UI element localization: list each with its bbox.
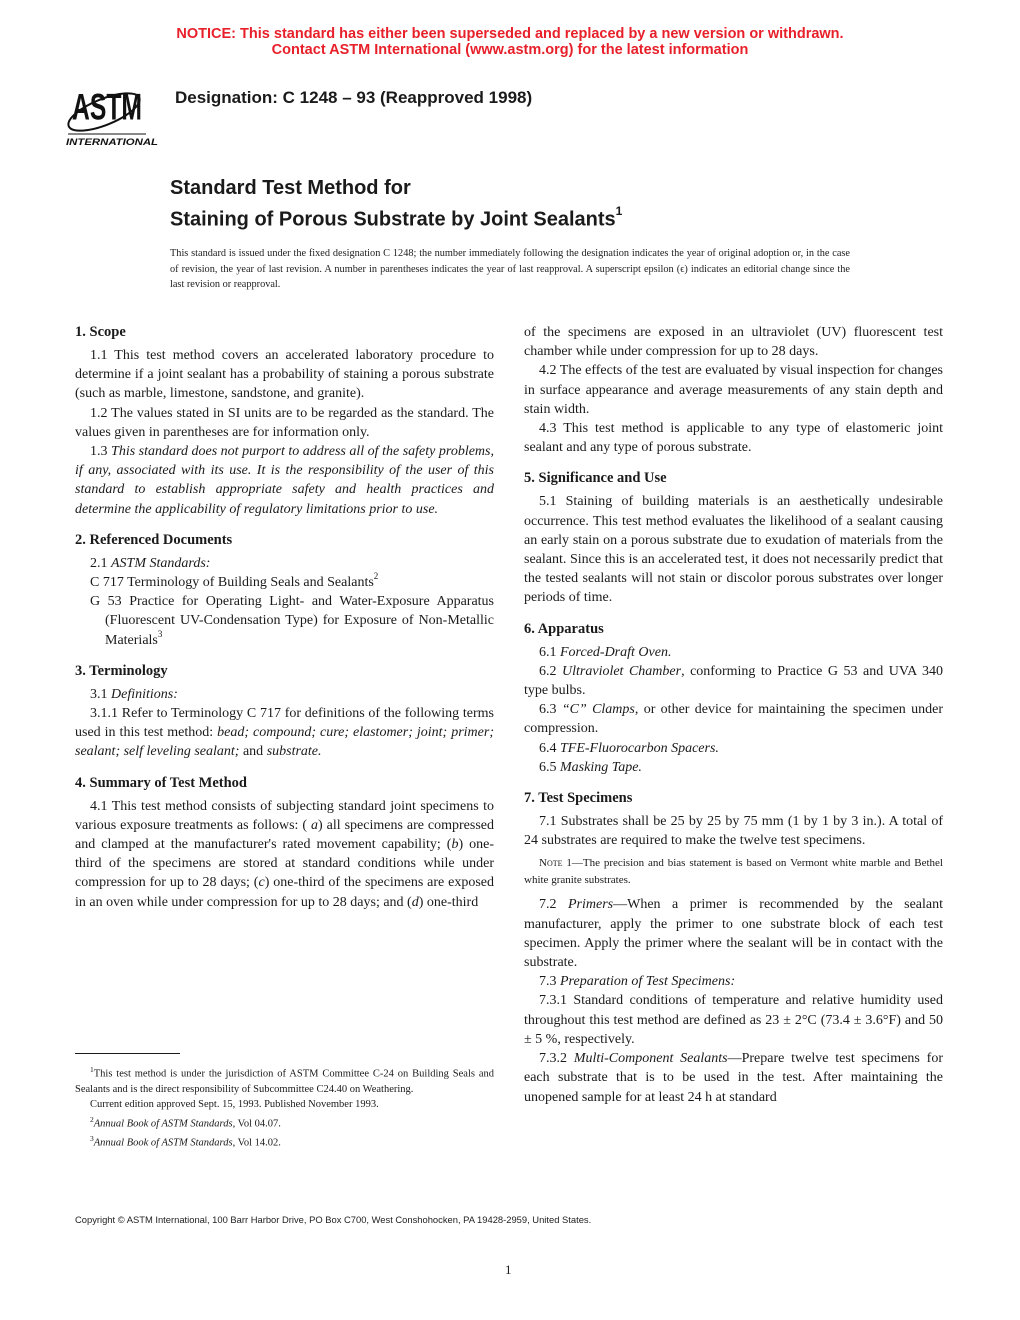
page-number: 1 [505,1262,512,1277]
svg-text:INTERNATIONAL: INTERNATIONAL [66,137,158,147]
section-1-heading: 1. Scope [75,324,126,340]
para-6-1: 6.1 Forced-Draft Oven. [539,644,672,660]
reference-c717: C 717 Terminology of Building Seals and Sealants$^2$ [90,571,379,591]
para-4-3: 4.3 This test method is applicable to any type of elastomeric joint sealant and any type of porous substrate. [524,421,943,456]
para-7-3-2: 7.3.2 Multi-Component Sealants—Prepare twelve test specimens for each substrate that is to be used in the test. After maintaining the unopened sample for at least 24 h at standard [524,1051,943,1105]
para-3-1-1: 3.1.1 Refer to Terminology C 717 for definitions of the following terms used in this test method: bead; compound; cure; elastomer; joint; primer; sealant; self leveling sealant; and substrate. [75,706,494,760]
title-line-1: Standard Test Method for [170,177,411,199]
para-1-2: 1.2 The values stated in SI units are to be regarded as the standard. The values given in parentheses are for information only. [75,405,494,440]
section-3-heading: 3. Terminology [75,662,168,679]
footnote-1: $^1$This test method is under the jurisdiction of ASTM Committee C-24 on Building Seals and Sealants and is the direct responsibility of Subcommittee C24.40 on Weathering. [75,1065,494,1095]
copyright-line: Copyright © ASTM International, 100 Barr Harbor Drive, PO Box C700, West Conshohocken, PA 19428-2959, United States. [75,1214,592,1225]
footnote-divider [75,1053,180,1054]
title-footnote-mark[interactable]: 1 [615,204,623,218]
para-2-1: 2.1 ASTM Standards: [90,555,211,571]
right-column [524,323,943,1107]
para-1-3: 1.3 This standard does not purport to address all of the safety problems, if any, associated with its use. It is the responsibility of the user of this standard to establish appropriate safety and health practices and determine the applicability of regulatory limitations prior to use. [75,444,494,517]
para-6-5: 6.5 Masking Tape. [539,759,642,775]
withdrawn-notice [0,26,1020,58]
reference-g53: G 53 Practice for Operating Light- and Water-Exposure Apparatus (Fluorescent UV-Condensation Type) for Exposure of Non-Metallic Materials$^3$ [90,594,494,648]
para-7-1: 7.1 Substrates shall be 25 by 25 by 75 mm (1 by 1 by 3 in.). A total of 24 substrates are required to make the twelve test specimens. [524,814,943,849]
issued-note: This standard is issued under the fixed designation C 1248; the number immediately following the designation indicates the year of original adoption or, in the case of revision, the year of last revision. A number in parentheses indicates the year of last reapproval. A superscript epsilon (ϵ) indicates an editorial change since the last revision or reapproval. [170,248,850,290]
footnotes [75,1062,494,1151]
para-3-1: 3.1 Definitions: [90,686,178,702]
para-1-1: 1.1 This test method covers an accelerated laboratory procedure to determine if a joint sealant has a probability of staining a porous substrate (such as marble, limestone, sandstone, and granite). [75,348,494,402]
para-7-2: 7.2 Primers—When a primer is recommended by the sealant manufacturer, apply the primer to one substrate block of each test specimen. Apply the primer where the sealant will be in contact with the substrate. [524,897,943,971]
note-1: Note 1—The precision and bias statement is based on Vermont white marble and Bethel white granite substrates. [524,857,943,887]
para-7-3-1: 7.3.1 Standard conditions of temperature and relative humidity used throughout this test method are defined as 23 ± 2°C (73.4 ± 3.6°F) and 50 ± 5 %, respectively. [524,993,943,1047]
footnote-1-edition: Current edition approved Sept. 15, 1993. Published November 1993. [90,1098,379,1110]
section-5-heading: 5. Significance and Use [524,470,667,487]
footnote-mark-3[interactable]: 3 [157,628,163,639]
section-2-heading: 2. Referenced Documents [75,531,233,548]
left-column [75,323,494,912]
footnote-mark-2[interactable]: 2 [373,571,379,582]
para-4-2: 4.2 The effects of the test are evaluated by visual inspection for changes in surface appearance and average measurements of any stain depth and stain width. [524,363,943,417]
notice-line-1: NOTICE: This standard has either been superseded and replaced by a new version or withdrawn. [176,26,844,42]
section-7-heading: 7. Test Specimens [524,790,633,807]
para-7-3: 7.3 Preparation of Test Specimens: [539,974,736,990]
section-4-heading: 4. Summary of Test Method [75,774,247,791]
designation: Designation: C 1248 – 93 (Reapproved 1998) [175,88,533,107]
title-line-2: Staining of Porous Substrate by Joint Sealants$^1$ [170,204,623,231]
para-6-2: 6.2 Ultraviolet Chamber, conforming to Practice G 53 and UVA 340 type bulbs. [524,663,944,699]
document-title [170,175,622,233]
para-4-1-continued: of the specimens are exposed in an ultraviolet (UV) fluorescent test chamber while under compression for up to 28 days. [524,325,943,360]
para-4-1: 4.1 This test method consists of subjecting standard joint specimens to various exposure treatments as follows: ( a) all specimens are compressed and clamped at the manufacturer's rated movement capability; (b) one-third of the specimens are stored at standard conditions while under compression for up to 28 days; (c) one-third of the specimens are exposed in an oven while under compression for up to 28 days; and (d) one-third [75,798,494,910]
section-6-heading: 6. Apparatus [524,620,604,637]
para-6-4: 6.4 TFE-Fluorocarbon Spacers. [539,740,719,756]
footnote-2: $^2$Annual Book of ASTM Standards, Vol 04.07. [90,1114,281,1129]
footnote-3: $^3$Annual Book of ASTM Standards, Vol 14.02. [90,1134,281,1149]
svg-text:ASTM: ASTM [72,86,142,129]
notice-line-2: Contact ASTM International (www.astm.org) for the latest information [271,42,749,58]
astm-international-logo-icon [64,76,160,148]
para-5-1: 5.1 Staining of building materials is an aesthetically undesirable occurrence. This test method evaluates the likelihood of a sealant causing an early stain on a porous substrate due to exudation of materials from the sealant. Since this is an accelerated test, it does not necessarily predict that the tested sealants will not stain or discolor porous substrates over longer periods of time. [524,494,943,606]
para-6-3: 6.3 “C” Clamps, or other device for maintaining the specimen under compression. [524,702,943,737]
